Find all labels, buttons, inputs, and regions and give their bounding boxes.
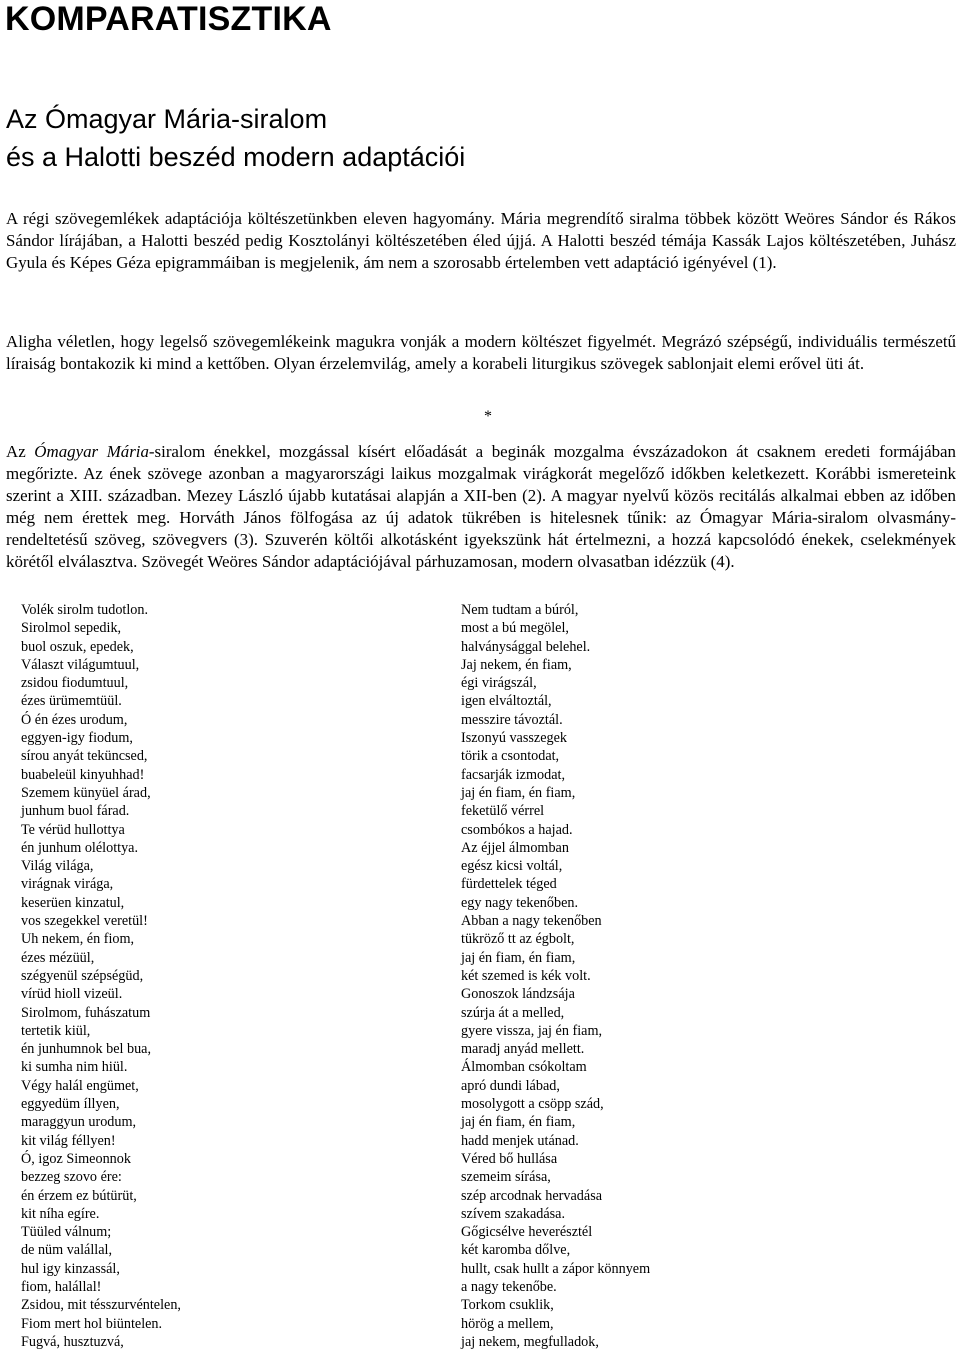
third-paragraph — [6, 441, 956, 573]
poem-original-line: Ó én ézes urodum, — [21, 711, 128, 728]
poem-original-line: tertetik kiül, — [21, 1022, 91, 1039]
poem-original-line: Te vérüd hullottya — [21, 821, 125, 838]
poem-modern-line: Torkom csuklik, — [461, 1297, 554, 1314]
poem-original-line: én junhum olélottya. — [21, 839, 139, 856]
poem-modern-line: a nagy tekenőbe. — [461, 1278, 557, 1295]
poem-original-line: Uh nekem, én fiom, — [21, 931, 135, 948]
poem-original-line: bezzeg szovo ére: — [21, 1169, 122, 1186]
poem-original-line: szégyenül szépségüd, — [21, 967, 144, 984]
poem-original-line: eggyen-igy fiodum, — [21, 730, 133, 747]
poem-original-line: Végy halál engümet, — [21, 1077, 139, 1094]
poem-modern-line: igen elváltoztál, — [461, 693, 552, 710]
poem-original-line: kit világ féllyen! — [21, 1132, 116, 1149]
poem-original-line: Ó, igoz Simeonnok — [21, 1150, 131, 1167]
poem-modern-line: feketülő vérrel — [461, 803, 545, 820]
poem-original-line: Világ világa, — [21, 858, 94, 875]
poem-modern-line: messzire távoztál. — [461, 711, 563, 728]
poem-modern-line: hullt, csak hullt a zápor könnyem — [461, 1260, 651, 1277]
poem-original-line: Választ világumtuul, — [21, 656, 140, 673]
third-paragraph-italic: Ómagyar Mária — [34, 442, 149, 461]
poem-original-line: hul igy kinzassál, — [21, 1260, 120, 1277]
poem-original-line: virágnak virága, — [21, 876, 114, 893]
poem-original-line: ki sumha nim hiül. — [21, 1059, 128, 1076]
poem-modern-line: égi virágszál, — [461, 675, 537, 692]
poem-modern-line: szívem szakadása. — [461, 1205, 565, 1222]
poem-original-line: Fiom mert hol biüntelen. — [21, 1315, 163, 1332]
poem-modern-line: hadd menjek utánad. — [461, 1132, 579, 1149]
poem-original-line: fiom, halállal! — [21, 1278, 102, 1295]
poem-modern-line: szemeim sírása, — [461, 1169, 551, 1186]
poem-modern-line: jaj nekem, megfulladok, — [461, 1333, 599, 1350]
poem-original-line: ézes ürümemtüül. — [21, 693, 122, 710]
poem-original-line: kit níha egíre. — [21, 1205, 100, 1222]
poem-modern-line: facsarják izmodat, — [461, 766, 565, 783]
poem-original-line: Tüüled válnum; — [21, 1224, 112, 1241]
poem-modern-line: két karomba dőlve, — [461, 1242, 571, 1259]
poem-original-line: buol oszuk, epedek, — [21, 638, 134, 655]
poem-modern-line: tükröző tt az égbolt, — [461, 931, 575, 948]
poem-modern-column — [461, 601, 650, 1351]
poem-modern-line: mosolygott a csöpp szád, — [461, 1096, 604, 1113]
poem-modern-line: csombókos a hajad. — [461, 821, 573, 838]
poem-original-line: eggyedüm íllyen, — [21, 1096, 120, 1113]
poem-modern-line: jaj én fiam, én fiam, — [461, 1114, 576, 1131]
article-title — [6, 100, 465, 176]
poem-original-line: Sirolmom, fuhászatum — [21, 1004, 151, 1021]
section-title: KOMPARATISZTIKA — [5, 0, 332, 38]
poem-original-line: ézes mézüül, — [21, 949, 95, 966]
poem-original-line: keserüen kinzatul, — [21, 894, 125, 911]
intro-paragraph: A régi szövegemlékek adaptációja költészetünkben eleven hagyomány. Mária megrendítő siralma többek között Weöres Sándor és Rákos Sándor lírájában, a Halotti beszéd pedig Kosztolányi költészetében éled újjá. A Halotti beszéd témája Kassák Lajos költészetében, Juhász Gyula és Képes Géza epigrammáiban is megjelenik, ám nem a szorosabb értelemben vett adaptáció igényével (1). — [6, 209, 956, 272]
section-separator: * — [484, 408, 492, 425]
poem-modern-line: apró dundi lábad, — [461, 1077, 560, 1094]
article-title-line-2: és a Halotti beszéd modern adaptációi — [6, 142, 466, 172]
poem-modern-line: fürdettelek téged — [461, 876, 557, 893]
poem-original-line: vírüd hioll vizeül. — [21, 986, 123, 1003]
poem-original-line: sírou anyát teküncsed, — [21, 748, 148, 765]
poem-original-line: Szemem künyüel árad, — [21, 784, 151, 801]
poem-modern-line: Nem tudtam a búról, — [461, 602, 579, 618]
poem-modern-line: szúrja át a melled, — [461, 1004, 565, 1021]
poem-original-line: buabeleül kinyuhhad! — [21, 766, 145, 783]
poem-modern-line: Gonoszok lándzsája — [461, 986, 575, 1003]
poem-modern-line: egész kicsi voltál, — [461, 858, 563, 875]
poem-modern-line: maradj anyád mellett. — [461, 1041, 585, 1058]
second-paragraph: Aligha véletlen, hogy legelső szövegemlékeink magukra vonják a modern költészet figyelmét. Megrázó szépségű, individuális természetű líraiság bontakozik ki mind a kettőben. Olyan érzelemvilág, amely a korabeli liturgikus szövegek sablonjait elemi erővel üti át. — [6, 332, 956, 373]
poem-modern-line: Abban a nagy tekenőben — [461, 913, 602, 930]
poem-modern-line: egy nagy tekenőben. — [461, 894, 579, 911]
poem-modern-line: halványsággal belehel. — [461, 638, 591, 655]
third-paragraph-part-2: -siralom énekkel, mozgással kísért előadását a beginák mozgalma évszázadokon át csaknem eredeti formájában megőrizte. Az ének szövege azonban a magyarországi laikus mozgalmak virágkorát megelőző időkben keletkezett. Korábbi ismereteink szerint a XIII. században. Mezey László újabb kutatásai alapján a XII-ben (2). A magyar nyelvű közös recitálás alkalmai ebben az időben még nem érettek meg. Horváth János fölfogása az új adatok tükrében is hitelesnek tűnik: az Ómagyar Mária-siralom olvasmány-rendeltetésű szöveg, szövegvers (3). Szuverén költői alkotásként igyekszünk hát értelmezni, a hozzá kapcsolódó énekek, cselekmények körétől elválasztva. Szövegét Weöres Sándor adaptációjával párhuzamosan, modern olvasatban idézzük (4). — [6, 442, 956, 571]
poem-modern-line: jaj én fiam, én fiam, — [461, 949, 576, 966]
poem-original-column — [21, 601, 181, 1351]
poem-modern-line: Az éjjel álmomban — [461, 839, 569, 856]
poem-modern-line: szép arcodnak hervadása — [461, 1187, 603, 1204]
third-paragraph-part-1: Az — [6, 442, 35, 461]
poem-original-line: én érzem ez bútürüt, — [21, 1187, 137, 1204]
poem-original-line: Volék sirolm tudotlon. — [21, 602, 149, 618]
poem-modern-line: Álmomban csókoltam — [461, 1059, 587, 1076]
poem-original-line: junhum buol fárad. — [21, 803, 130, 820]
poem-modern-line: gyere vissza, jaj én fiam, — [461, 1022, 603, 1039]
poem-modern-line: két szemed is kék volt. — [461, 967, 591, 984]
poem-modern-line: most a bú megölel, — [461, 620, 569, 637]
poem-original-line: Fugvá, husztuzvá, — [21, 1333, 124, 1350]
poem-modern-line: hörög a mellem, — [461, 1315, 554, 1332]
poem-modern-line: Iszonyú vasszegek — [461, 730, 567, 747]
poem-modern-line: törik a csontodat, — [461, 748, 560, 765]
poem-original-line: én junhumnok bel bua, — [21, 1041, 152, 1058]
poem-original-line: maraggyun urodum, — [21, 1114, 137, 1131]
article-title-line-1: Az Ómagyar Mária-siralom — [6, 104, 328, 134]
poem-original-line: Sirolmol sepedik, — [21, 620, 122, 637]
poem-original-line: de nüm valállal, — [21, 1242, 113, 1259]
poem-modern-line: Gőgicsélve heverésztél — [461, 1224, 593, 1241]
poem-original-line: vos szegekkel veretül! — [21, 913, 148, 930]
poem-modern-line: Véred bő hullása — [461, 1150, 558, 1167]
poem-original-line: Zsidou, mit tésszurvéntelen, — [21, 1297, 181, 1314]
poem-modern-line: jaj én fiam, én fiam, — [461, 784, 576, 801]
poem-modern-line: Jaj nekem, én fiam, — [461, 656, 572, 673]
poem-original-line: zsidou fiodumtuul, — [21, 675, 129, 692]
